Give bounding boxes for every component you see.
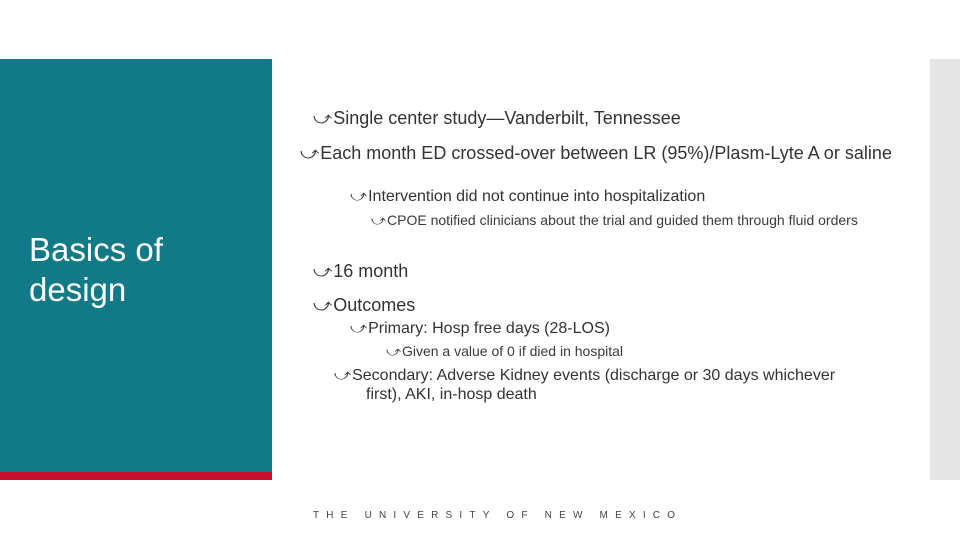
side-strip: [930, 59, 960, 480]
bullet-text: Intervention did not continue into hospitalization: [368, 188, 706, 205]
bullet-text: 16 month: [333, 261, 409, 281]
curved-arrow-bullet-icon: ⤻: [386, 343, 401, 359]
bullet-text: Single center study—Vanderbilt, Tennessee: [333, 108, 681, 128]
slide-title: Basics of design: [29, 231, 163, 308]
accent-bar: [0, 472, 272, 480]
curved-arrow-bullet-icon: ⤻: [300, 143, 320, 163]
bullet-intervention: [350, 187, 705, 206]
bullet-outcomes: [313, 295, 415, 316]
bullet-primary-outcome: [350, 319, 610, 338]
bullet-crossover: [300, 143, 896, 164]
bullet-text: CPOE notified clinicians about the trial and guided them through fluid orders: [387, 212, 858, 228]
footer-university: THE UNIVERSITY OF NEW MEXICO: [313, 510, 683, 521]
curved-arrow-bullet-icon: ⤻: [313, 261, 333, 281]
curved-arrow-bullet-icon: ⤻: [334, 367, 352, 384]
bullet-died-in-hospital: [386, 343, 623, 360]
bullet-secondary-outcome: [334, 366, 866, 404]
curved-arrow-bullet-icon: ⤻: [350, 320, 368, 337]
bullet-study-site: [313, 108, 681, 129]
bullet-duration: [313, 261, 408, 282]
bullet-text: Primary: Hosp free days (28-LOS): [368, 320, 610, 337]
bullet-cpoe: ⤻CPOE notified clinicians about the trial and guided them through fluid orders: [371, 212, 858, 228]
bullet-text: Each month ED crossed-over between LR (95%)/Plasm-Lyte A or saline: [320, 143, 892, 163]
curved-arrow-bullet-icon: ⤻: [313, 108, 333, 128]
bullet-text: Outcomes: [333, 295, 416, 315]
bullet-text: Secondary: Adverse Kidney events (discharge or 30 days whichever first), AKI, in-hosp death: [352, 367, 836, 403]
curved-arrow-bullet-icon: ⤻: [350, 188, 368, 205]
curved-arrow-bullet-icon: ⤻: [313, 295, 333, 315]
bullet-text: Given a value of 0 if died in hospital: [401, 343, 623, 359]
